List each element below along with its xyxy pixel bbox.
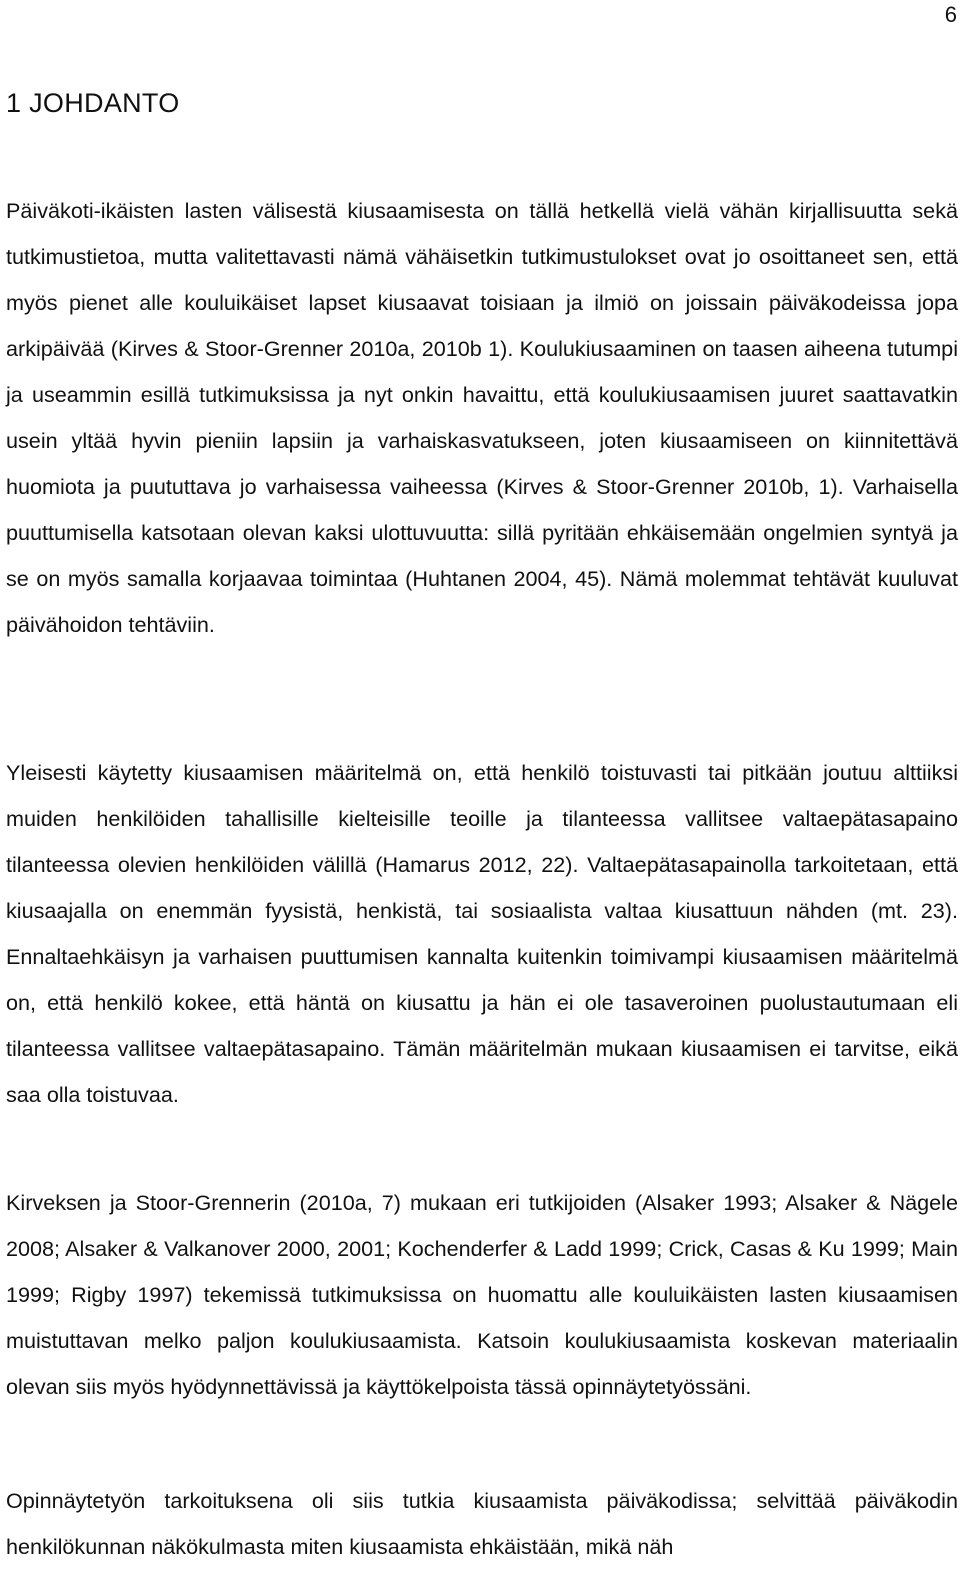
paragraph-definition: Yleisesti käytetty kiusaamisen määritelmä on, että henkilö toistuvasti tai pitkään joutuu alttiiksi muiden henkilöiden tahallisille kielteisille teoille ja tilanteessa vallitsee valtaepätasapaino tilanteessa olevien henkilöiden välillä (Hamarus 2012, 22). Valtaepätasapainolla tarkoitetaan, että kiusaajalla on enemmän fyysistä, henkistä, tai sosiaalista valtaa kiusattuun nähden (mt. 23). Ennaltaehkäisyn ja varhaisen puuttumisen kannalta kuitenkin toimivampi kiusaamisen määritelmä on, että henkilö kokee, että häntä on kiusattu ja hän ei ole tasaveroinen puolustautumaan eli tilanteessa vallitsee valtaepätasapaino. Tämän määritelmän mukaan kiusaamisen ei tarvitse, eikä saa olla toistuvaa. bbox=[6, 760, 958, 1107]
paragraph-purpose: Opinnäytetyön tarkoituksena oli siis tutkia kiusaamista päiväkodissa; selvittää päiväkodin henkilökunnan näkökulmasta miten kiusaamista ehkäistään, mikä näh bbox=[6, 1488, 958, 1559]
chapter-heading: 1 JOHDANTO bbox=[6, 88, 180, 118]
paragraph-research: Kirveksen ja Stoor-Grennerin (2010a, 7) mukaan eri tutkijoiden (Alsaker 1993; Alsaker & Nägele 2008; Alsaker & Valkanover 2000, 2001; Kochenderfer & Ladd 1999; Crick, Casas & Ku 1999; Main 1999; Rigby 1997) tekemissä tutkimuksissa on huomattu alle kouluikäisten lasten kiusaamisen muistuttavan melko paljon koulukiusaamista. Katsoin koulukiusaamista koskevan materiaalin olevan siis myös hyödynnettävissä ja käyttökelpoista tässä opinnäytetyössäni. bbox=[6, 1190, 958, 1399]
page-number: 6 bbox=[944, 2, 957, 27]
paragraph-intro: Päiväkoti-ikäisten lasten välisestä kiusaamisesta on tällä hetkellä vielä vähän kirjallisuutta sekä tutkimustietoa, mutta valitettavasti nämä vähäisetkin tutkimustulokset ovat jo osoittaneet sen, että myös pienet alle kouluikäiset lapset kiusaavat toisiaan ja ilmiö on joissain päiväkodeissa jopa arkipäivää (Kirves & Stoor-Grenner 2010a, 2010b 1). Koulukiusaaminen on taasen aiheena tutumpi ja useammin esillä tutkimuksissa ja nyt onkin havaittu, että koulukiusaamisen juuret saattavatkin usein yltää hyvin pieniin lapsiin ja varhaiskasvatukseen, joten kiusaamiseen on kiinnitettävä huomiota ja puututtava jo varhaisessa vaiheessa (Kirves & Stoor-Grenner 2010b, 1). Varhaisella puuttumisella katsotaan olevan kaksi ulottuvuutta: sillä pyritään ehkäisemään ongelmien syntyä ja se on myös samalla korjaavaa toimintaa (Huhtanen 2004, 45). Nämä molemmat tehtävät kuuluvat päivähoidon tehtäviin. bbox=[6, 198, 958, 637]
